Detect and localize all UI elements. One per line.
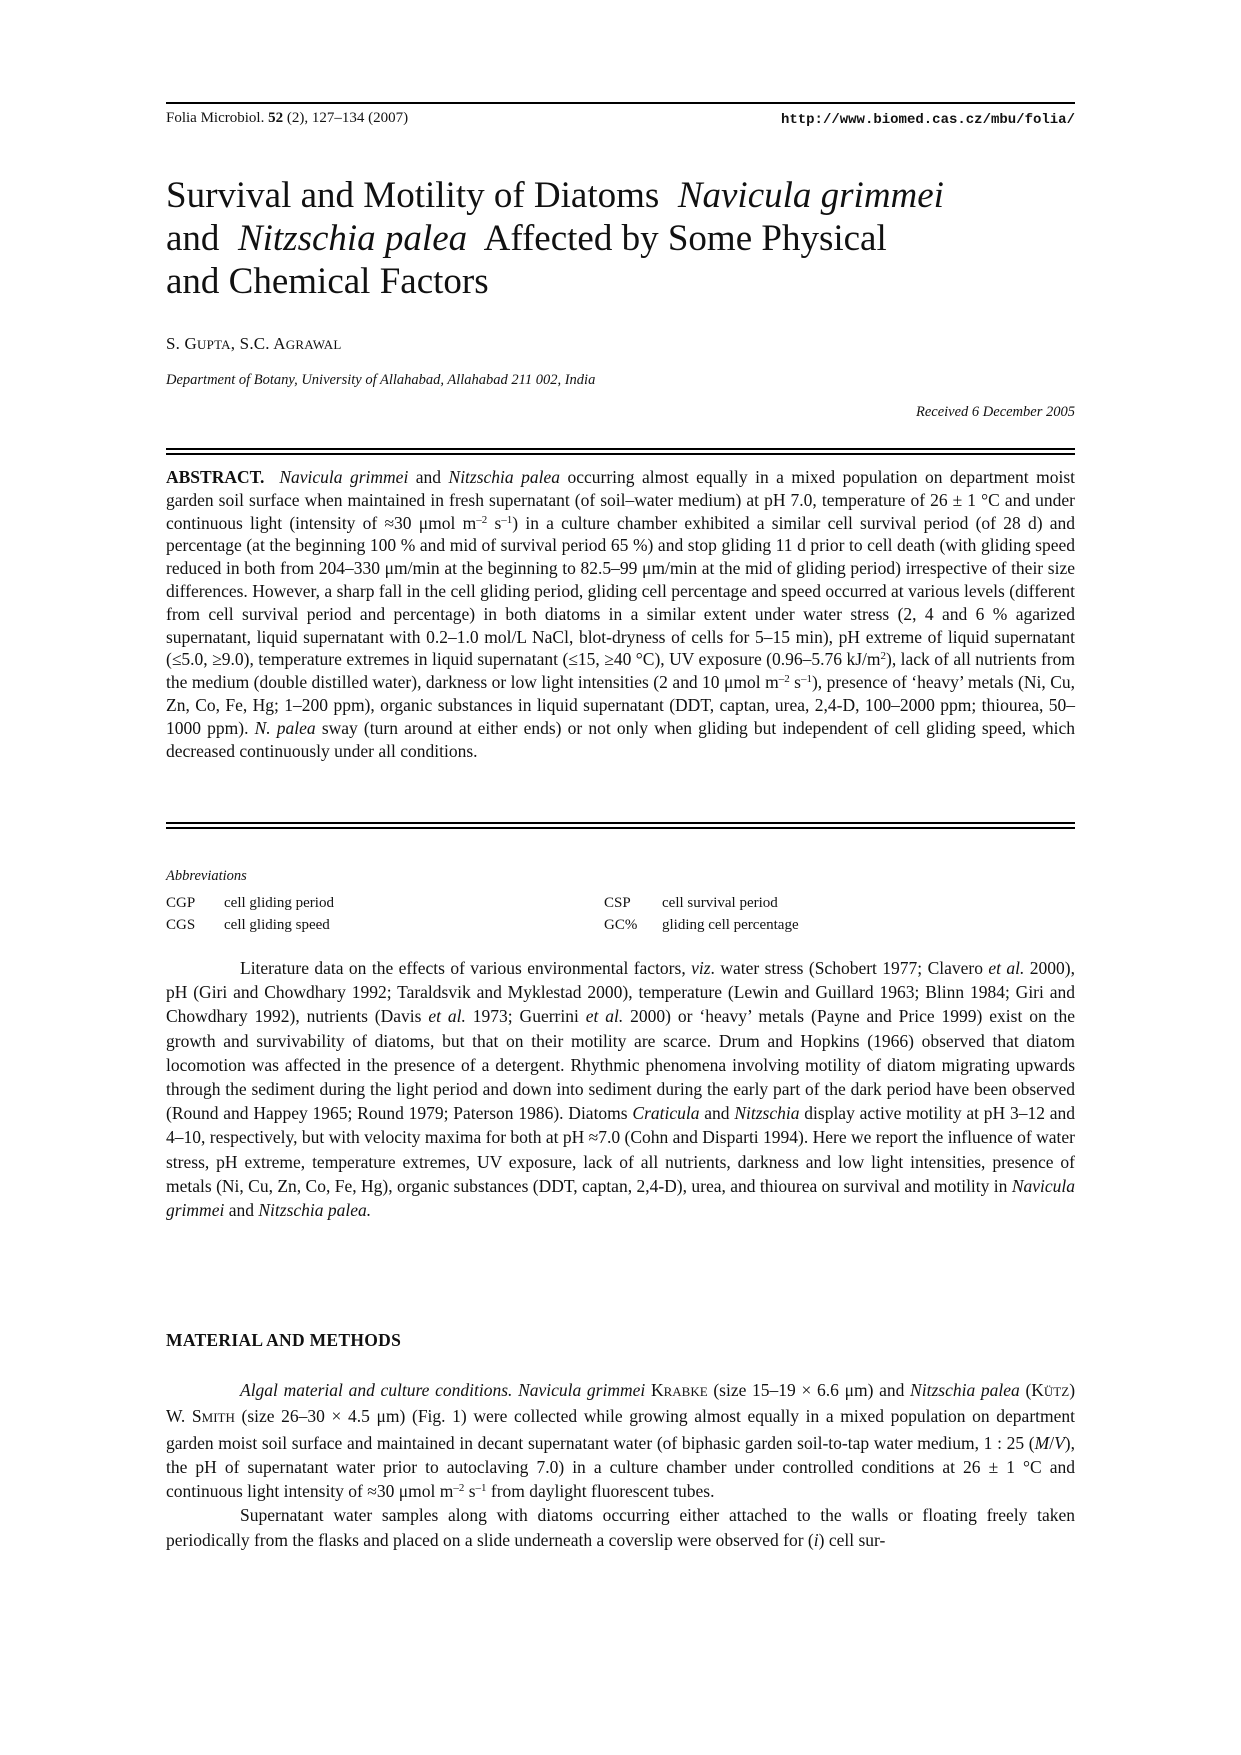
abbreviation: CGS	[166, 917, 196, 933]
abbreviations-table	[166, 892, 1075, 936]
affiliation: Department of Botany, University of Allahabad, Allahabad 211 002, India	[166, 372, 596, 388]
header-rule	[166, 102, 1075, 104]
abbreviation-definition: gliding cell percentage	[662, 917, 799, 933]
article-title: Survival and Motility of Diatoms Navicula grimmei and Nitzschia palea Affected by Some Physical and Chemical Factors	[166, 175, 944, 302]
authors: S. GUPTA, S.C. AGRAWAL	[166, 334, 342, 353]
introduction	[166, 956, 1075, 1222]
journal-url[interactable]: http://www.biomed.cas.cz/mbu/folia/	[780, 112, 1075, 128]
abbreviation: CSP	[604, 895, 631, 911]
abstract-bottom-rule	[166, 822, 1075, 829]
abbreviation: GC%	[604, 917, 638, 933]
abbreviation-row	[166, 914, 1075, 936]
methods-paragraph: Supernatant water samples along with diatoms occurring either attached to the walls or floating freely taken periodically from the flasks and placed on a slide underneath a coverslip were observed for (i) cell sur-	[166, 1505, 1075, 1550]
methods-paragraph: Algal material and culture conditions. Navicula grimmei KRABKE (size 15–19 × 6.6 μm) and Nitzschia palea (KÜTZ) W. SMITH (size 26–30 × 4.5 μm) (Fig. 1) were collected while growing almost equally in a mixed population on department garden moist soil surface and maintained in decant supernatant water (of biphasic garden soil-to-tap water medium, 1 : 25 (M/V), the pH of supernatant water prior to autoclaving 7.0) in a culture chamber under controlled conditions at 26 ± 1 °C and continuous light intensity of ≈30 μmol $m^{-2}$ $s^{-1}$ from daylight fluorescent tubes.	[166, 1380, 1076, 1502]
abstract: ABSTRACT. Navicula grimmei and Nitzschia palea occurring almost equally in a mixed population on department moist garden soil surface when maintained in fresh supernatant (of soil–water medium) at pH 7.0, temperature of 26 ± 1 °C and under continuous light (intensity of ≈30 μmol $m^{-2}$ $s^{-1}$) in a culture chamber exhibited a similar cell survival period (of 28 d) and percentage (at the beginning 100 % and mid of survival period 65 %) and stop gliding 11 d prior to cell death (with gliding speed reduced in both from 204–330 μm/min at the beginning to 82.5–99 μm/min at the mid of gliding period) irrespective of their size differences. However, a sharp fall in the cell gliding period, gliding cell percentage and speed occurred at various levels (different from cell survival period and percentage) in both diatoms in a similar extent under water stress (2, 4 and 6 % agarized supernatant, liquid supernatant with 0.2–1.0 mol/L NaCl, blot-dryness of cells for 5–15 min), pH extreme of liquid supernatant (≤5.0, ≥9.0), temperature extremes in liquid supernatant (≤15, ≥40 °C), UV exposure (0.96–5.76 $kJ/m^2$), lack of all nutrients from the medium (double distilled water), darkness or low light intensities (2 and 10 μmol $m^{-2}$ $s^{-1}$), presence of ‘heavy’ metals (Ni, Cu, Zn, Co, Fe, Hg; 1–200 ppm), organic substances in liquid supernatant (DDT, captan, urea, 2,4-D, 100–2000 ppm; thiourea, 50–1000 ppm). N. palea sway (turn around at either ends) or not only when gliding but independent of cell gliding speed, which decreased continuously under all conditions.	[166, 467, 1076, 761]
abstract-top-rule	[166, 448, 1075, 455]
abbreviation: CGP	[166, 895, 196, 911]
abbreviation-definition: cell gliding period	[224, 895, 334, 911]
journal-citation: Folia Microbiol. 52 (2), 127–134 (2007)	[166, 110, 409, 126]
intro-paragraph: Literature data on the effects of various environmental factors, viz. water stress (Schobert 1977; Clavero et al. 2000), pH (Giri and Chowdhary 1992; Taraldsvik and Myklestad 2000), temperature (Lewin and Guillard 1963; Blinn 1984; Giri and Chowdhary 1992), nutrients (Davis et al. 1973; Guerrini et al. 2000) or ‘heavy’ metals (Payne and Price 1999) exist on the growth and survivability of diatoms, but that on their motility are scarce. Drum and Hopkins (1966) observed that diatom locomotion was affected in the presence of a detergent. Rhythmic phenomena involving motility of diatom migrating upwards through the sediment during the light period and down into sediment during the early part of the dark period have been observed (Round and Happey 1965; Round 1979; Paterson 1986). Diatoms Craticula and Nitzschia display active motility at pH 3–12 and 4–10, respectively, but with velocity maxima for both at pH ≈7.0 (Cohn and Disparti 1994). Here we report the influence of water stress, pH extreme, temperature extremes, UV exposure, lack of all nutrients, darkness and low light intensities, presence of metals (Ni, Cu, Zn, Co, Fe, Hg), organic substances (DDT, captan, 2,4-D), urea, and thiourea on survival and motility in Navicula grimmei and Nitzschia palea.	[166, 958, 1076, 1221]
abbreviation-row	[166, 892, 1075, 914]
methods-text	[166, 1378, 1075, 1552]
abbreviation-definition: cell gliding speed	[224, 917, 330, 933]
abbreviation-definition: cell survival period	[662, 895, 778, 911]
section-heading-methods: MATERIAL AND METHODS	[166, 1330, 402, 1350]
abbreviations-heading: Abbreviations	[166, 868, 247, 884]
received-date: Received 6 December 2005	[915, 404, 1075, 420]
